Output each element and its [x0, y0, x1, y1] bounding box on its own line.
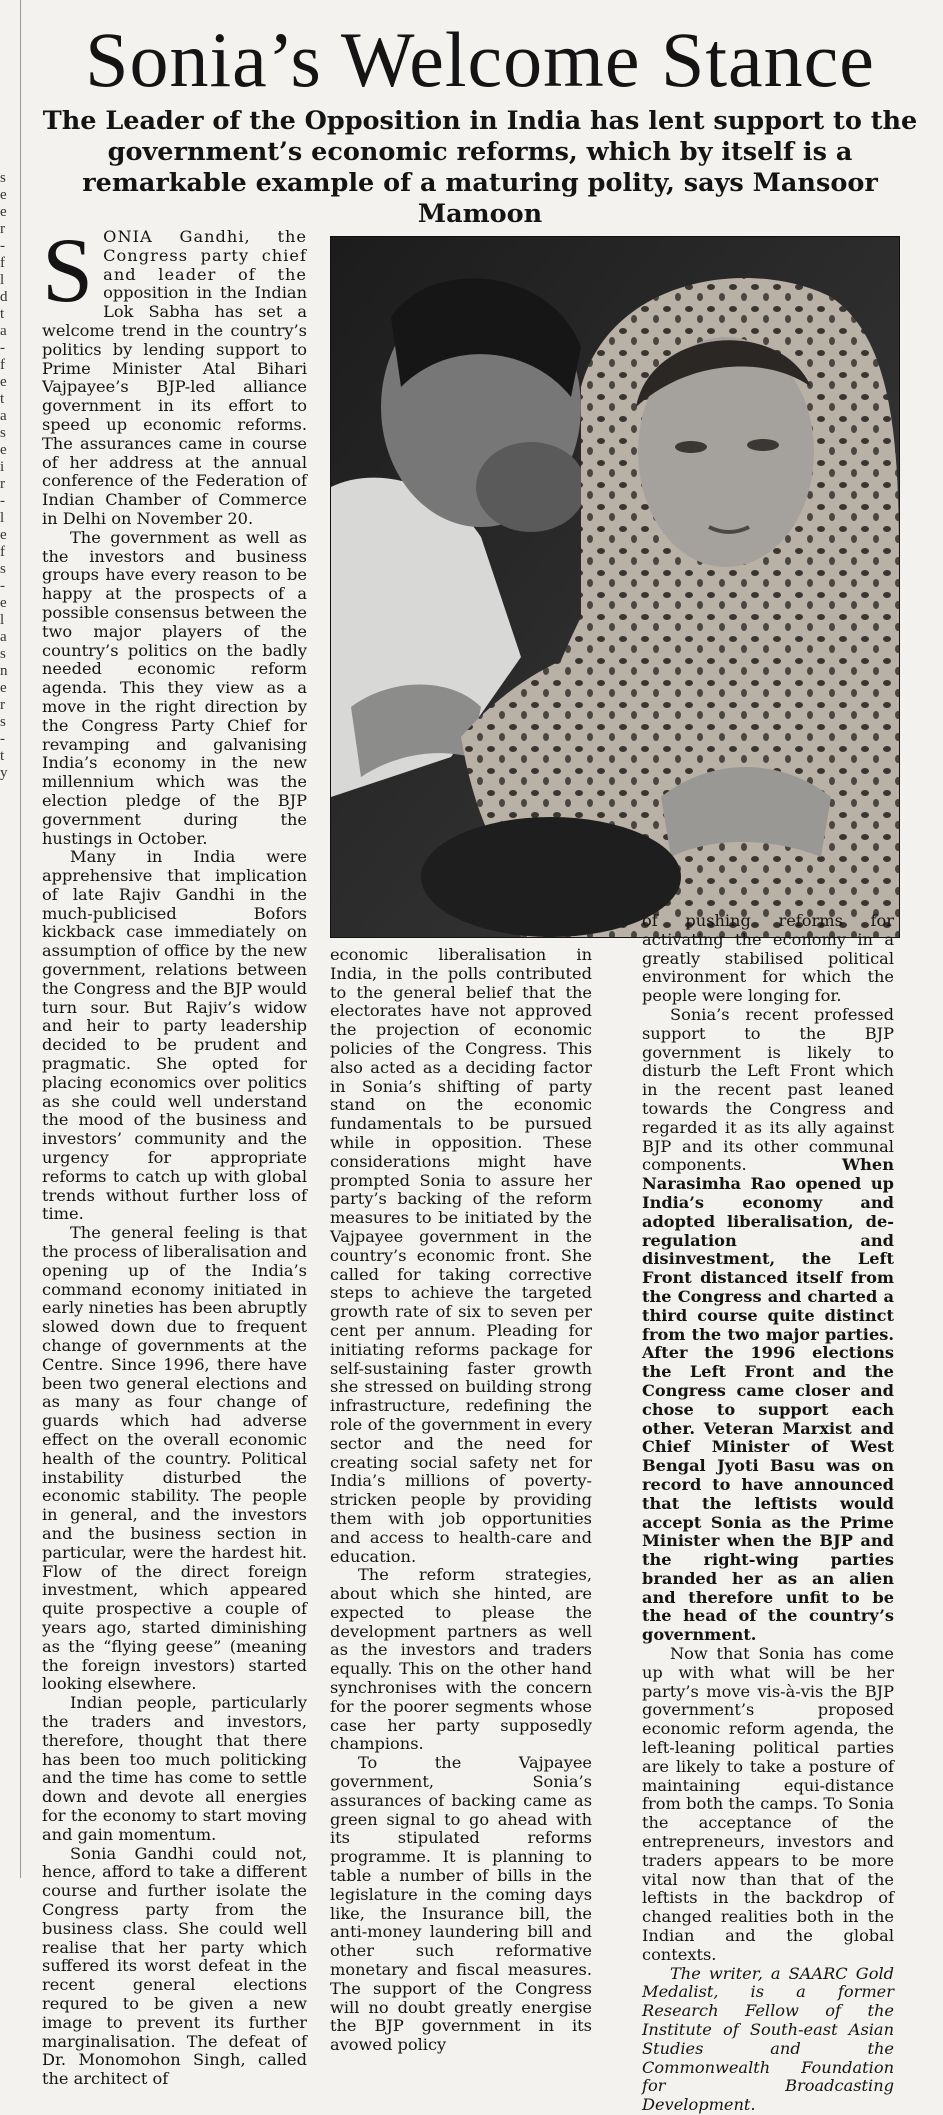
author-bio: The writer, a SAARC Gold Medalist, is a former Research Fellow of the Institute of South-east Asian Studies and the Commonwealth Foundation for Broadcasting Development. [642, 1963, 894, 2115]
gutter-char: l [0, 510, 5, 526]
gutter-char: - [0, 238, 5, 254]
paragraph: The reform strategies, about which she hinted, are expected to please the development partners as well as the investors and traders equally. This on the other hand synchronises with the concern for the poorer segments whose case her party supposedly champions. [330, 1565, 592, 1754]
gutter-char: y [0, 765, 8, 781]
gutter-char: r [0, 476, 5, 492]
paragraph-text-bold: When Narasimha Rao opened up India’s economy and adopted liberalisation, de-regulation and disinvestment, the Left Front distanced itself from the Congress and charted a third course quite distinct from the two major parties. After the 1996 elections the Left Front and the Congress came closer and chose to support each other. Veteran Marxist and Chief Minister of West Bengal Jyoti Basu was on record to have announced that the leftists would accept Sonia as the Prime Minister when the BJP and the right-wing parties branded her as an alien and therefore unfit to be the head of the country’s government. [642, 1155, 894, 1645]
gutter-char: d [0, 289, 8, 305]
gutter-char: a [0, 323, 7, 339]
headline: Sonia’s Welcome Stance [85, 16, 875, 103]
standfirst-text: The Leader of the Opposition in India has lent support to the government’s economic reforms, which by itself is a remarkable example of a maturing polity, says [42, 106, 918, 198]
gutter-char: e [0, 204, 7, 220]
standfirst [30, 106, 930, 230]
paragraph-text: Sonia’s recent professed support to the BJP government is likely to disturb the Left Front which in the recent past leaned towards the Congress and regarded it as its ally against BJP and its other communal components. [642, 1004, 894, 1175]
gutter-char: s [0, 425, 6, 441]
paragraph: The general feeling is that the process of liberalisation and opening up of the India’s command economy initiated in early nineties has been abruptly slowed down due to frequent change of governments at the Centre. Since 1996, there have been two general elections and as many as four change of guards which had adverse effect on the overall economic health of the country. Political instability disturbed the economic stability. The people in general, and the investors and the business section in particular, were the hardest hit. Flow of the direct foreign investment, which appeared quite prospective a couple of years ago, started diminishing as the “flying geese” (meaning the foreign investors) started looking elsewhere. [42, 1223, 307, 1694]
paragraph-text: opposition in the Indian Lok Sabha has set a welcome trend in the country’s politics by lending support to Prime Minister Atal Bihari Vajpayee’s BJP-led alliance government in its effort to speed up economic reforms. The assurances came in course of her address at the annual conference of the Federation of Indian Chamber of Commerce in Delhi on November 20. [42, 283, 307, 528]
gutter-char: r [0, 221, 5, 237]
gutter-char: t [0, 306, 5, 322]
paragraph [42, 219, 307, 529]
paragraph: The government as well as the investors and business groups have every reason to be happy at the prospects of a possible consensus between the two major players of the country’s politics on the badly needed economic reform agenda. This they view as a move in the right direction by the Congress Party Chief for revamping and galvanising India’s economy in the new millennium which was the election pledge of the BJP government during the hustings in October. [42, 527, 307, 848]
paragraph: Indian people, particularly the traders and investors, therefore, thought that there has been too much politicking and the time has come to settle down and devote all energies for the economy to start moving and gain momentum. [42, 1693, 307, 1844]
gutter-char: s [0, 714, 6, 730]
gutter-char: e [0, 442, 7, 458]
gutter-char: a [0, 408, 7, 424]
gutter-char: l [0, 612, 5, 628]
lead-in: ONIA Gandhi, the Congress party chief and leader of the [103, 227, 307, 284]
news-photo [330, 236, 900, 938]
gutter-char: e [0, 680, 7, 696]
gutter-char: - [0, 493, 5, 509]
paragraph: Sonia Gandhi could not, hence, afford to take a different course and further isolate the Congress party from the business class. She could well realise that her party which suffered its worst defeat in the recent general elections requred to be given a new image to prevent its further marginalisation. The defeat of Dr. Monomohon Singh, called the architect of [42, 1843, 307, 2089]
gutter-char: e [0, 374, 7, 390]
article-column-1 [42, 219, 307, 2089]
gutter-char: f [0, 544, 5, 560]
gutter-char: t [0, 748, 5, 764]
gutter-char: n [0, 663, 8, 679]
paragraph: To the Vajpayee government, Sonia’s assurances of backing came as green signal to go ahead with its stipulated reforms programme. It is planning to table a number of bills in the legislature in the coming days like, the Insurance bill, the anti-money laundering bill and other such reformative monetary and fiscal measures. The support of the Congress will no doubt greatly energise the BJP government in its avowed policy [330, 1753, 592, 2055]
paragraph: Now that Sonia has come up with what will be her party’s move vis-à-vis the BJP government’s proposed economic reform agenda, the left-leaning political parties are likely to take a posture of maintaining equi-distance from both the camps. To Sonia the acceptance of the entrepreneurs, investors and traders appears to be more vital now than that of the leftists in the backdrop of changed realities both in the Indian and the global contexts. [642, 1644, 894, 1964]
gutter-char: f [0, 255, 5, 271]
adjacent-column-fragment [0, 170, 18, 1570]
gutter-char: r [0, 697, 5, 713]
gutter-char: s [0, 170, 6, 186]
article-column-2 [330, 945, 592, 2055]
gutter-char: s [0, 646, 6, 662]
gutter-char: t [0, 391, 5, 407]
drop-cap: S [42, 219, 94, 321]
gutter-char: - [0, 340, 5, 356]
gutter-char: e [0, 595, 7, 611]
byline-author: Mansoor Mamoon [417, 168, 878, 229]
gutter-char: l [0, 272, 5, 288]
gutter-char: a [0, 629, 7, 645]
gutter-char: e [0, 527, 7, 543]
gutter-char: - [0, 578, 5, 594]
gutter-char: e [0, 187, 7, 203]
gutter-char: i [0, 459, 5, 475]
photo-illustration [331, 237, 899, 937]
gutter-char: s [0, 561, 6, 577]
column-rule-left [20, 0, 21, 1878]
paragraph: economic liberalisation in India, in the polls contributed to the general belief that the electorates have not approved the projection of economic policies of the Congress. This also acted as a deciding factor in Sonia’s shifting of party stand on the economic fundamentals to be pursued while in opposition. These considerations might have prompted Sonia to assure her party’s backing of the reform measures to be initiated by the Vajpayee government in the country’s economic front. She called for taking corrective steps to achieve the targeted growth rate of six to seven per cent per annum. Pleading for initiating reforms package for self-sustaining faster growth she stressed on building strong infrastructure, redefining the role of the government in every sector and the need for creating social safety net for India’s millions of poverty-stricken people by providing them with job opportunities and access to health-care and education. [330, 945, 592, 1566]
article-column-3 [642, 911, 894, 2115]
paragraph: of pushing reforms for activating the economy in a greatly stabilised political environment for which the people were longing for. [642, 911, 894, 1006]
paragraph: Many in India were apprehensive that implication of late Rajiv Gandhi in the much-publicised Bofors kickback case immediately on assumption of office by the new government, relations between the Congress and the BJP would turn sour. But Rajiv’s widow and heir to party leadership decided to be prudent and pragmatic. She opted for placing economics over politics as she could well understand the mood of the business and investors’ community and the urgency for appropriate reforms to catch up with global trends without further loss of time. [42, 847, 307, 1224]
paragraph [642, 1006, 894, 1645]
gutter-char: - [0, 731, 5, 747]
gutter-char: f [0, 357, 5, 373]
